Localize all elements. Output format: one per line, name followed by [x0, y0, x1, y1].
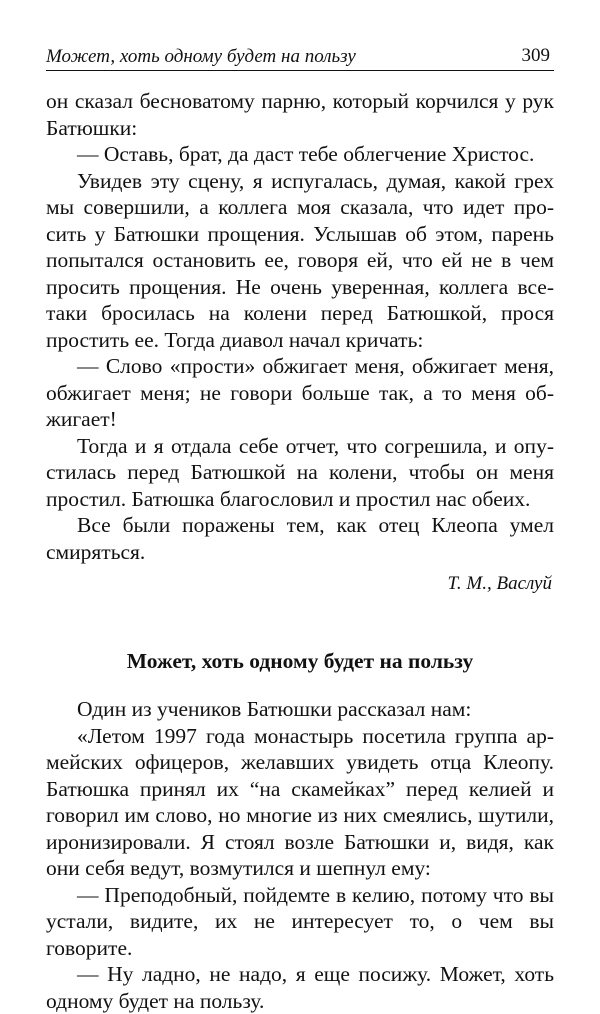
paragraph: — Оставь, брат, да даст тебе облегчение Христос.: [77, 142, 535, 166]
section-title: Может, хоть одному будет на пользу: [126, 648, 474, 673]
running-title: Может, хоть одному будет на пользу: [46, 46, 356, 67]
paragraph: Тогда и я отдала себе отчет, что согрешила, и опустилась перед Батюшкой на колени, чтобы он меня простил. Батюшка благословил и простил нас обеих.: [46, 433, 554, 511]
paragraph: он сказал бесноватому парню, который корчился у рук Батюшки:: [46, 89, 554, 140]
paragraph: — Преподобный, пойдемте в келию, потому что вы устали, видите, их не интересует то, о чем вы говорите.: [46, 882, 554, 960]
running-head: [46, 44, 554, 71]
page-number: 309: [521, 45, 550, 66]
paragraph: Увидев эту сцену, я испугалась, думая, какой грех мы совершили, а коллега моя сказала, что идет просить у Батюшки прощения. Услышав об этом, парень попытался остановить ее, говоря ей, что ей не в чем просить прощения. Не очень уверенная, коллега все-таки бросилась на колени перед Батюшкой, прося простить ее. Тогда диавол начал кричать:: [46, 168, 554, 352]
paragraph: «Летом 1997 года монастырь посетила группа армейских офицеров, желавших увидеть отца Клеопу. Батюшка принял их “на скамейках” перед келией и говорил им слово, но многие из них смеялись, шутили, иронизировали. Я стоял возле Батюшки и, видя, как они себя ведут, возмутился и шепнул ему:: [46, 723, 554, 880]
paragraph: — Слово «прости» обжигает меня, обжигает меня, обжигает меня; не говори больше так, а то меня обжигает!: [46, 354, 554, 431]
body-text: [46, 88, 554, 1014]
paragraph: — Ну ладно, не надо, я еще посижу. Может, хоть одному будет на пользу.: [46, 962, 554, 1013]
signature: Т. М., Васлуй: [447, 573, 552, 594]
paragraph: Все были поражены тем, как отец Клеопа умел смиряться.: [46, 513, 554, 564]
paragraph: Один из учеников Батюшки рассказал нам:: [77, 697, 472, 721]
